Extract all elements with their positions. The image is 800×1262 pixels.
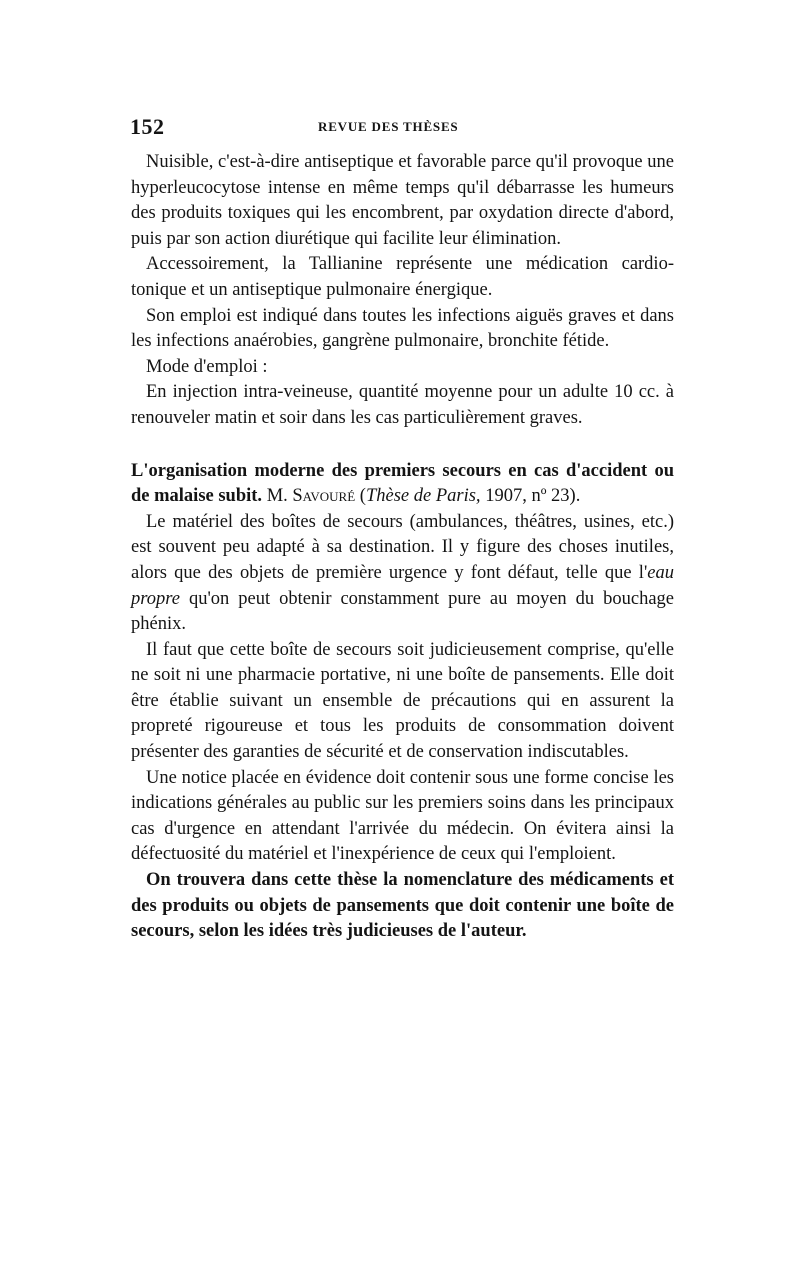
running-head [130, 114, 675, 140]
thesis-notice-body [131, 510, 674, 945]
paragraph-accessoirement: Accessoirement, la Tallianine représente une médication cardio-tonique et un antiseptique pulmonaire énergique. [131, 254, 674, 300]
materiel-text-start: Le matériel des boîtes de secours (ambulances, théâtres, usines, etc.) est souvent peu adapté à sa destination. Il y figure des choses inutiles, alors que des objets de première urgence y font défaut, telle que l' [131, 511, 674, 583]
paragraph-materiel [131, 510, 674, 638]
paragraph-mode-emploi: Mode d'emploi : [146, 356, 268, 377]
running-title: REVUE DES THÈSES [318, 119, 459, 134]
materiel-text-italic: eau propre [131, 562, 674, 609]
page-body [131, 150, 674, 945]
tallianine-section [131, 150, 674, 432]
paragraph-nomenclature: On trouvera dans cette thèse la nomenclature des médicaments et des produits ou objets de pansements que doit contenir une boîte de secours, selon les idées très judicieuses de l'auteur. [131, 870, 674, 942]
thesis-notice-heading [131, 459, 674, 510]
paragraph-nuisible: Nuisible, c'est-à-dire antiseptique et favorable parce qu'il provoque une hyperleucocytose intense en même temps qu'il débarrasse les humeurs des produits toxiques qui les encombrent, par oxydation directe d'abord, puis par son action diurétique qui facilite leur élimination. [131, 152, 674, 249]
paragraph-injection: En injection intra-veineuse, quantité moyenne pour un adulte 10 cc. à renouveler matin et soir dans les cas particulièrement graves. [131, 382, 674, 428]
thesis-title: L'organisation moderne des premiers secours en cas d'accident ou de malaise subit. [131, 460, 674, 507]
reference-thesis: Thèse de Paris, [365, 486, 481, 507]
paragraph-boite: Il faut que cette boîte de secours soit judicieusement comprise, qu'elle ne soit ni une pharmacie portative, ni une boîte de pansements. Elle doit être établie suivant un ensemble de précautions qui en assurent la propreté rigoureuse et tous les produits de consommation doivent présenter des garanties de sécurité et de conservation indiscutables. [131, 639, 674, 763]
page-number: 152 [130, 114, 165, 139]
reference-details: 1907, nº 23). [480, 486, 581, 507]
materiel-text-end: qu'on peut obtenir constamment pure au moyen du bouchage phénix. [131, 588, 674, 635]
reference-open: ( [359, 486, 366, 507]
author-name: Savouré [292, 486, 356, 507]
paragraph-emploi: Son emploi est indiqué dans toutes les infections aiguës graves et dans les infections anaérobies, gangrène pulmonaire, bronchite fétide. [131, 305, 674, 352]
author-prefix: M. [266, 486, 288, 507]
paragraph-notice: Une notice placée en évidence doit contenir sous une forme concise les indications générales au public sur les premiers soins dans les principaux cas d'urgence en attendant l'arrivée du médecin. On évitera ainsi la défectuosité du matériel et l'inexpérience de ceux qui l'emploient. [131, 767, 674, 865]
